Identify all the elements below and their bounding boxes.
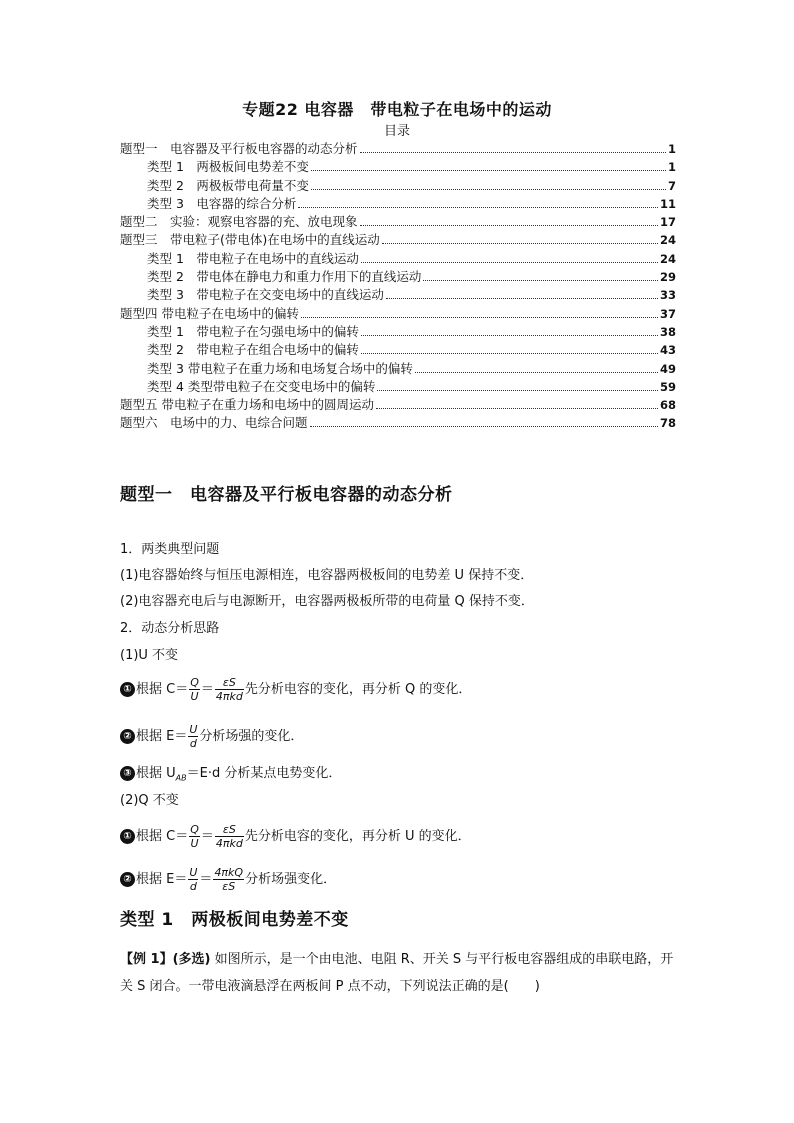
- formula-text: 根据 C＝: [136, 829, 189, 844]
- toc-entry-label: 题型一 电容器及平行板电容器的动态分析: [120, 141, 358, 156]
- equals-sign: ＝: [200, 829, 214, 844]
- circled-number: ①: [120, 682, 135, 697]
- toc-entry[interactable]: [120, 305, 676, 323]
- toc-entry[interactable]: [120, 286, 676, 304]
- toc-leader-dots: [301, 317, 658, 318]
- toc-entry-label: 类型 2 带电体在静电力和重力作用下的直线运动: [147, 269, 422, 285]
- toc-entry-label: 题型五 带电粒子在重力场和电场中的圆周运动: [120, 397, 374, 413]
- paragraph: (1)电容器始终与恒压电源相连，电容器两极板间的电势差 U 保持不变．: [120, 568, 534, 583]
- toc-entry-page: 59: [659, 379, 676, 394]
- fraction-denominator: 4πkd: [215, 690, 243, 703]
- toc-entry-label: 题型二 实验：观察电容器的充、放电现象: [120, 214, 358, 230]
- formula-potential: [120, 764, 341, 789]
- toc-entry[interactable]: [120, 341, 676, 359]
- toc-entry[interactable]: [120, 177, 676, 195]
- toc-entry-page: 38: [659, 324, 676, 339]
- toc-entry-page: 1: [667, 160, 676, 175]
- fraction: [215, 676, 244, 703]
- toc-entry-page: 78: [659, 416, 676, 431]
- formula-capacitance-2: [120, 823, 471, 850]
- paragraph: (2)Q 不变: [120, 793, 179, 808]
- fraction-denominator: 4πkd: [215, 837, 243, 850]
- toc-entry[interactable]: [120, 323, 676, 341]
- toc-leader-dots: [310, 426, 658, 427]
- fraction-numerator: U: [189, 723, 198, 736]
- toc-leader-dots: [376, 408, 658, 409]
- toc-entry-page: 33: [659, 288, 676, 303]
- toc-entry-page: 7: [667, 178, 676, 193]
- example-text: 如图所示，是一个由电池、电阻 R、开关 S 与平行板电容器组成的串联电路，开关 S 闭合。一带电液滴悬浮在两板间 P 点不动，下列说法正确的是( ): [120, 952, 674, 994]
- toc-heading: 目录: [383, 124, 410, 139]
- fraction-numerator: Q: [190, 676, 199, 689]
- fraction: [188, 866, 198, 893]
- toc-leader-dots: [361, 262, 658, 263]
- toc-leader-dots: [360, 225, 658, 226]
- toc-leader-dots: [377, 390, 658, 391]
- toc-entry-page: 49: [659, 361, 676, 376]
- circled-number: ②: [120, 872, 135, 887]
- toc-entry[interactable]: [120, 231, 676, 249]
- fraction: [215, 823, 244, 850]
- toc-entry-page: 68: [659, 398, 676, 413]
- toc-entry[interactable]: [120, 213, 676, 231]
- toc-entry-label: 类型 1 带电粒子在匀强电场中的偏转: [147, 323, 359, 339]
- toc-leader-dots: [415, 372, 658, 373]
- toc-entry-label: 类型 1 带电粒子在电场中的直线运动: [147, 250, 359, 266]
- toc-leader-dots: [361, 353, 658, 354]
- toc-leader-dots: [311, 189, 666, 190]
- fraction-denominator: U: [190, 690, 199, 703]
- fraction-numerator: 4πkQ: [214, 866, 244, 879]
- equals-sign: ＝: [200, 682, 214, 697]
- fraction-numerator: Q: [190, 823, 199, 836]
- toc-entry-page: 37: [659, 306, 676, 321]
- formula-text: 根据 C＝: [136, 682, 189, 697]
- formula-capacitance: [120, 676, 471, 703]
- example-tag: 【例 1】(多选): [120, 952, 211, 967]
- toc-entry-page: 1: [667, 142, 676, 156]
- formula-text: 根据 E＝: [136, 729, 188, 744]
- fraction-denominator: d: [189, 737, 197, 750]
- formula-text: 分析场强的变化．: [199, 729, 304, 744]
- toc-entry[interactable]: [120, 396, 676, 414]
- toc-leader-dots: [360, 152, 666, 153]
- toc-leader-dots: [361, 335, 658, 336]
- fraction: [188, 723, 198, 750]
- fraction-numerator: εS: [222, 676, 236, 689]
- toc-entry-page: 43: [659, 343, 676, 358]
- toc-entry-label: 题型四 带电粒子在电场中的偏转: [120, 305, 299, 321]
- toc-entry[interactable]: [120, 360, 676, 378]
- subscript: AB: [175, 773, 187, 783]
- example-problem: [120, 946, 680, 1000]
- toc-leader-dots: [386, 298, 658, 299]
- toc-entry[interactable]: [120, 414, 676, 432]
- toc-entry-page: 24: [659, 251, 676, 266]
- toc-entry-page: 11: [659, 196, 676, 211]
- fraction: [189, 823, 200, 850]
- toc-entry[interactable]: [120, 250, 676, 268]
- fraction-numerator: U: [189, 866, 198, 879]
- circled-number: ③: [120, 766, 135, 781]
- toc-entry-label: 类型 3 电容器的综合分析: [147, 195, 297, 211]
- toc-leader-dots: [311, 170, 666, 171]
- circled-number: ②: [120, 729, 135, 744]
- fraction: [213, 866, 244, 893]
- section-heading: 题型一 电容器及平行板电容器的动态分析: [120, 485, 453, 505]
- toc-entry-label: 类型 3 带电粒子在交变电场中的直线运动: [147, 287, 384, 303]
- paragraph: 1．两类典型问题: [120, 542, 220, 557]
- equals-sign: ＝: [199, 872, 213, 887]
- subsection-heading: 类型 1 两极板间电势差不变: [120, 910, 349, 930]
- circled-number: ①: [120, 829, 135, 844]
- toc-leader-dots: [382, 243, 658, 244]
- formula-field-strength: [120, 723, 303, 750]
- fraction-numerator: εS: [222, 823, 236, 836]
- formula-text: ＝E·d 分析某点电势变化．: [186, 766, 342, 781]
- fraction-denominator: εS: [213, 879, 244, 893]
- fraction-denominator: d: [189, 880, 197, 893]
- toc-leader-dots: [423, 280, 658, 281]
- toc-entry-label: 类型 2 两极板带电荷量不变: [147, 177, 309, 193]
- formula-text: 先分析电容的变化，再分析 U 的变化．: [244, 829, 471, 844]
- toc-entry[interactable]: [120, 195, 676, 213]
- toc-entry-label: 类型 4 类型带电粒子在交变电场中的偏转: [147, 378, 376, 394]
- toc-entry-label: 题型六 电场中的力、电综合问题: [120, 415, 308, 431]
- toc-entry-page: 29: [659, 270, 676, 285]
- paragraph: (2)电容器充电后与电源断开，电容器两极板所带的电荷量 Q 保持不变．: [120, 594, 534, 609]
- formula-text: 根据 U: [136, 766, 176, 781]
- toc-entry[interactable]: [120, 140, 676, 158]
- toc-leader-dots: [298, 207, 658, 208]
- paragraph: (1)U 不变: [120, 648, 179, 663]
- toc-entry-label: 类型 1 两极板间电势差不变: [147, 159, 309, 175]
- toc-entry-label: 类型 2 带电粒子在组合电场中的偏转: [147, 342, 359, 358]
- page-title: 专题22 电容器 带电粒子在电场中的运动: [242, 100, 552, 119]
- toc-entry-label: 题型三 带电粒子(带电体)在电场中的直线运动: [120, 232, 380, 248]
- formula-field-strength-2: [120, 866, 336, 893]
- table-of-contents: [120, 140, 676, 433]
- toc-entry-page: 24: [659, 233, 676, 248]
- toc-entry[interactable]: [120, 378, 676, 396]
- paragraph: 2．动态分析思路: [120, 621, 220, 636]
- toc-entry-label: 类型 3 带电粒子在重力场和电场复合场中的偏转: [147, 360, 413, 376]
- toc-entry-page: 17: [659, 215, 676, 230]
- fraction-denominator: U: [190, 837, 199, 850]
- toc-entry[interactable]: [120, 268, 676, 286]
- toc-entry[interactable]: [120, 158, 676, 176]
- fraction: [189, 676, 200, 703]
- formula-text: 先分析电容的变化，再分析 Q 的变化．: [244, 682, 472, 697]
- formula-text: 分析场强变化．: [245, 872, 337, 887]
- formula-text: 根据 E＝: [136, 872, 188, 887]
